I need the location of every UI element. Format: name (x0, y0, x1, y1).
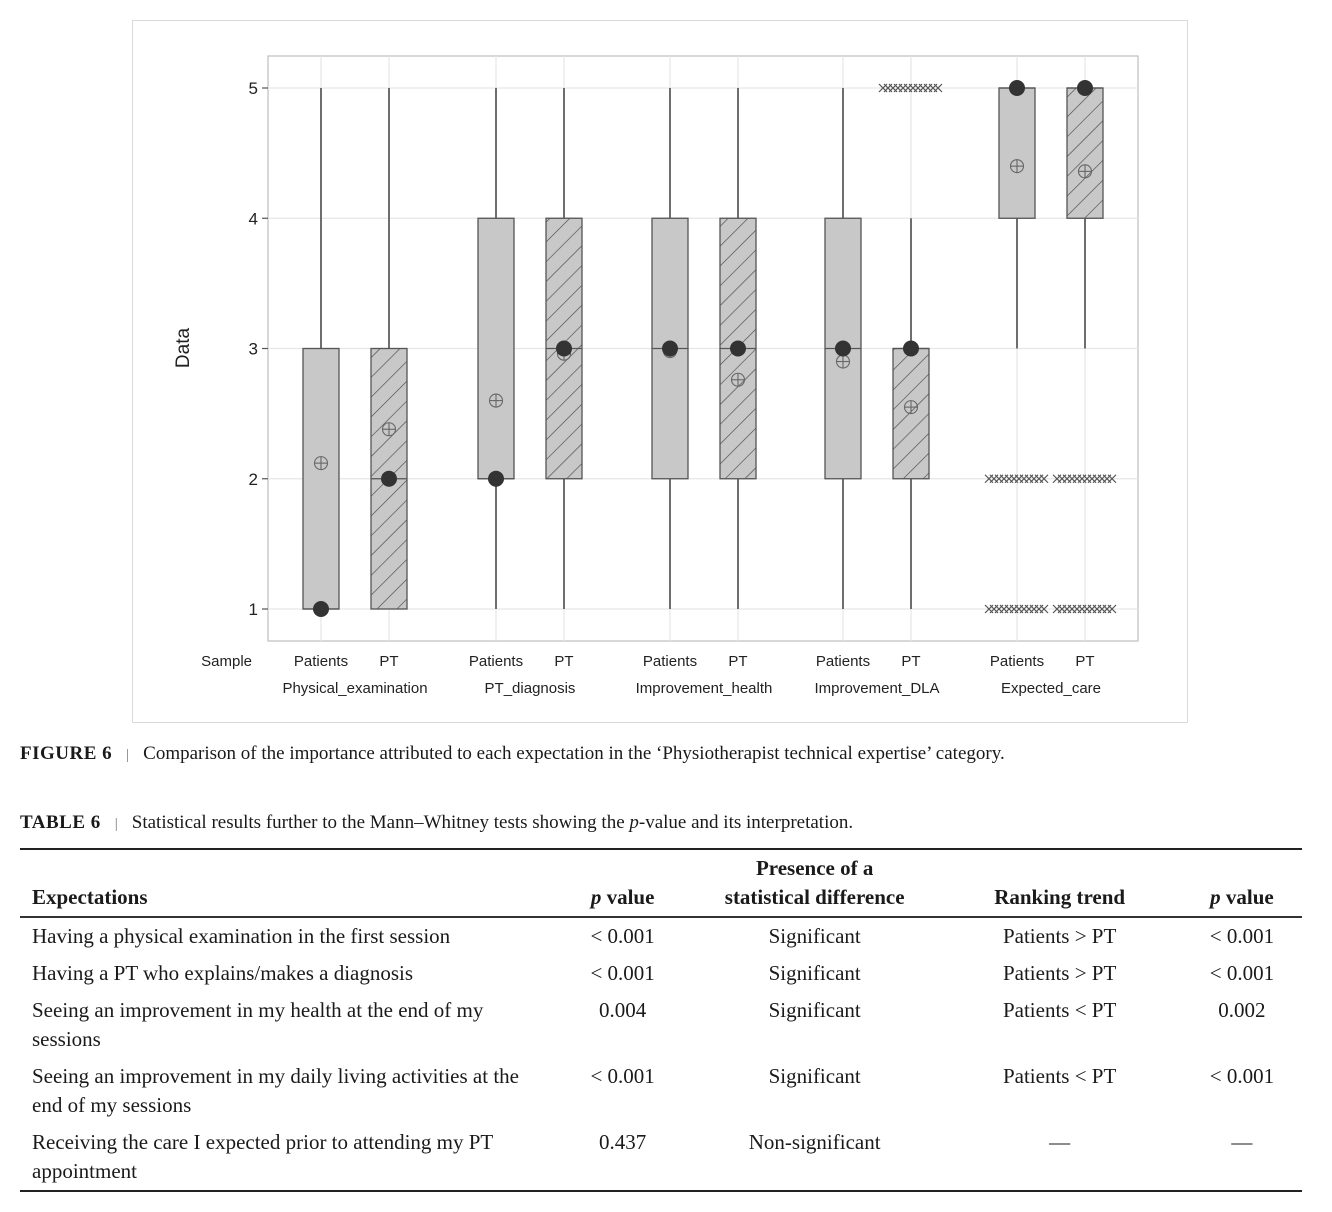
mean-symbol (383, 423, 396, 436)
mean-symbol (490, 394, 503, 407)
results-table (20, 848, 1302, 1192)
table-header-row (20, 849, 1302, 917)
box (1067, 88, 1103, 218)
sample-tick-label: Patients (989, 653, 1045, 670)
group-label: Improvement_health (635, 680, 773, 697)
sample-tick-label: Patients (642, 653, 698, 670)
table-row (20, 917, 1302, 955)
table-caption-label: TABLE 6 (20, 812, 101, 833)
box (303, 349, 339, 610)
table-caption (20, 812, 853, 834)
table-row (20, 1124, 1302, 1191)
group-label: PT_diagnosis (484, 680, 576, 697)
cell-expectation: Having a physical examination in the first session (32, 924, 451, 948)
cell-p-value-2: < 0.001 (1209, 924, 1275, 948)
cell-ranking: Patients > PT (1002, 961, 1117, 985)
cell-p-value: < 0.001 (590, 961, 655, 985)
y-tick-label: 5 (248, 79, 258, 98)
sample-tick-label: Patients (468, 653, 524, 670)
sample-tick-label: PT (554, 653, 574, 670)
sample-tick-label: PT (379, 653, 399, 670)
cell-p-value: < 0.001 (590, 924, 655, 948)
header-p-value-2 (1182, 849, 1302, 917)
mean-symbol (905, 401, 918, 414)
mean-symbol (1079, 165, 1092, 178)
table-caption-text-before: Statistical results further to the Mann–Whitney tests showing the (131, 812, 630, 833)
cell-difference: Significant (768, 1064, 861, 1088)
sample-label: Sample (201, 653, 252, 670)
mean-symbol (837, 355, 850, 368)
table-row (20, 1058, 1302, 1124)
sample-tick-label: Patients (293, 653, 349, 670)
figure-caption-label: FIGURE 6 (20, 743, 113, 764)
median-dot (835, 341, 851, 357)
median-dot (556, 341, 572, 357)
group-label: Physical_examination (282, 680, 428, 697)
cell-ranking: Patients > PT (1002, 924, 1117, 948)
cell-difference: Non-significant (692, 1124, 938, 1191)
cell-p-value: < 0.001 (590, 1064, 655, 1088)
y-tick-label: 1 (248, 600, 258, 619)
cell-p-value: 0.004 (598, 998, 647, 1022)
cell-expectation: Having a PT who explains/makes a diagnosis (32, 961, 414, 985)
cell-p-value-2: < 0.001 (1209, 1064, 1275, 1088)
mean-symbol (1011, 160, 1024, 173)
figure-caption (20, 743, 1005, 765)
cell-ranking: Patients < PT (1002, 1064, 1117, 1088)
cell-expectation: Seeing an improvement in my daily living activities at the end of my sessions (32, 1064, 519, 1117)
sample-tick-label: PT (728, 653, 748, 670)
cell-expectation: Receiving the care I expected prior to attending my PT appointment (20, 1124, 553, 1191)
median-dot (903, 341, 919, 357)
header-p2-italic: p (1210, 885, 1221, 909)
table-caption-text-after: -value and its interpretation. (638, 812, 854, 833)
header-presence-line2: statistical difference (724, 885, 905, 909)
median-dot (662, 341, 678, 357)
figure-6 (132, 20, 1188, 723)
table-caption-separator: | (114, 816, 118, 832)
header-expectations: Expectations (20, 849, 553, 917)
table-row (20, 992, 1302, 1058)
figure-caption-separator: | (126, 747, 130, 763)
box (999, 88, 1035, 218)
boxplot-chart (133, 21, 1189, 724)
y-tick-label: 2 (248, 469, 258, 489)
cell-p-value-2: 0.002 (1218, 998, 1266, 1022)
median-dot (488, 471, 504, 487)
header-presence (692, 849, 938, 917)
cell-difference: Significant (768, 924, 861, 948)
median-dot (381, 471, 397, 487)
header-p-italic: p (590, 885, 602, 909)
cell-p-value: 0.437 (553, 1124, 692, 1191)
y-tick-label: 3 (248, 339, 258, 359)
group-label: Expected_care (1000, 680, 1102, 697)
header-p2-rest: value (1220, 885, 1274, 909)
sample-tick-label: Patients (815, 653, 871, 670)
figure-caption-text: Comparison of the importance attributed to each expectation in the ‘Physiotherapist technical expertise’ category. (143, 743, 1005, 764)
box (478, 218, 514, 479)
y-tick-label: 4 (248, 209, 258, 229)
median-dot (730, 341, 746, 357)
median-dot (1077, 80, 1093, 96)
cell-p-value-2: — (1182, 1124, 1302, 1191)
cell-ranking: Patients < PT (1002, 998, 1117, 1022)
table-row (20, 955, 1302, 992)
median-dot (1009, 80, 1025, 96)
cell-ranking: — (937, 1124, 1181, 1191)
group-label: Improvement_DLA (814, 680, 940, 697)
header-ranking-trend: Ranking trend (937, 849, 1181, 917)
table-caption-text-italic: p (629, 812, 639, 833)
median-dot (313, 601, 329, 617)
cell-expectation: Seeing an improvement in my health at the end of my sessions (32, 998, 484, 1051)
sample-tick-label: PT (901, 653, 921, 670)
mean-symbol (315, 457, 328, 470)
sample-tick-label: PT (1075, 653, 1095, 670)
header-presence-line1: Presence of a (755, 856, 874, 880)
cell-difference: Significant (768, 961, 861, 985)
cell-p-value-2: < 0.001 (1209, 961, 1275, 985)
cell-difference: Significant (768, 998, 861, 1022)
mean-symbol (732, 373, 745, 386)
header-p-value (553, 849, 692, 917)
y-axis-label: Data (173, 327, 194, 369)
header-p-rest: value (601, 885, 655, 909)
